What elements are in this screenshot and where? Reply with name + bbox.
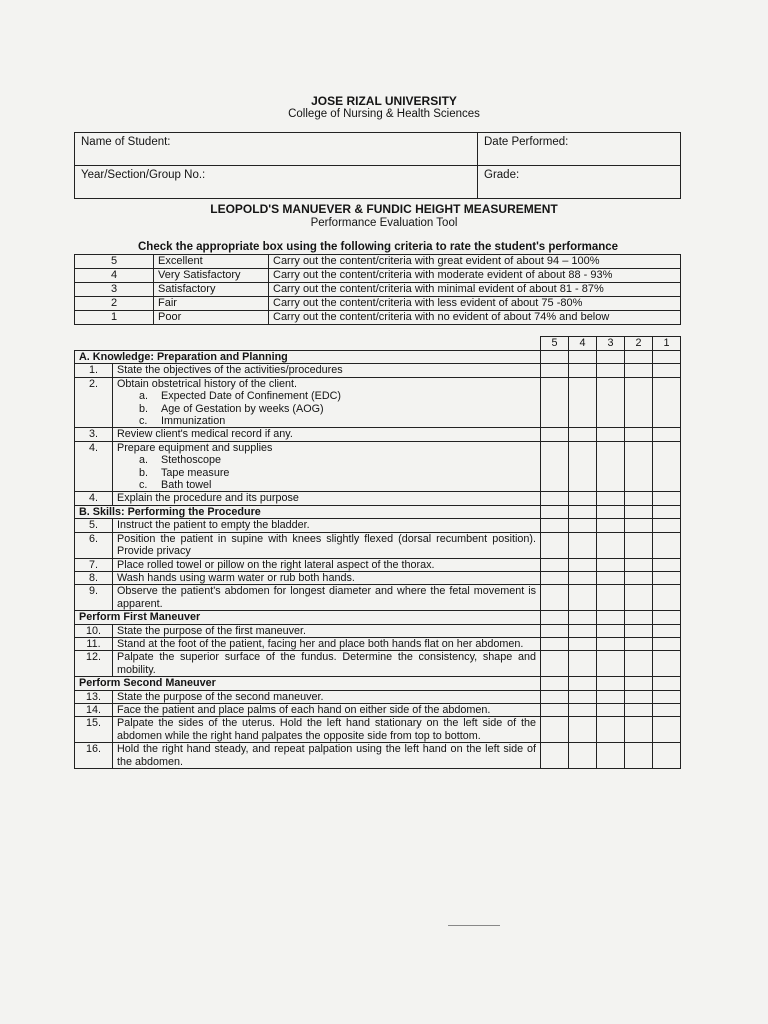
- score-box[interactable]: [625, 611, 653, 624]
- score-box[interactable]: [625, 519, 653, 532]
- score-box[interactable]: [625, 624, 653, 637]
- score-box[interactable]: [541, 743, 569, 769]
- evaluation-table: [74, 336, 681, 769]
- score-box[interactable]: [625, 558, 653, 571]
- score-box[interactable]: [625, 428, 653, 441]
- item-text: Palpate the superior surface of the fundus. Determine the consistency, shape and mobility.: [113, 651, 541, 677]
- sub-item: [117, 415, 536, 427]
- criteria-row: [75, 269, 681, 283]
- score-box[interactable]: [597, 703, 625, 716]
- criteria-row: [75, 283, 681, 297]
- criteria-score: 1: [75, 311, 154, 325]
- score-box[interactable]: [569, 717, 597, 743]
- sub-item: [117, 467, 536, 479]
- score-box[interactable]: [597, 690, 625, 703]
- score-box[interactable]: [653, 637, 681, 650]
- score-box[interactable]: [653, 624, 681, 637]
- item-text: Position the patient in supine with knees slightly flexed (dorsal recumbent position). Provide privacy: [113, 532, 541, 558]
- year-section-group-label: Year/Section/Group No.:: [81, 169, 206, 181]
- score-box[interactable]: [653, 703, 681, 716]
- date-performed-field[interactable]: [478, 133, 681, 166]
- score-box[interactable]: [625, 717, 653, 743]
- sub-item-text: Tape measure: [161, 466, 230, 479]
- form-title: LEOPOLD'S MANUEVER & FUNDIC HEIGHT MEASUREMENT: [210, 202, 558, 216]
- score-box[interactable]: [541, 703, 569, 716]
- score-box[interactable]: [569, 703, 597, 716]
- item-text: State the purpose of the first maneuver.: [113, 624, 541, 637]
- score-box[interactable]: [541, 492, 569, 505]
- criteria-score: 2: [75, 297, 154, 311]
- score-box[interactable]: [625, 690, 653, 703]
- item-text: State the purpose of the second maneuver.: [113, 690, 541, 703]
- score-box[interactable]: [653, 377, 681, 428]
- criteria-row: [75, 297, 681, 311]
- item-text: Place rolled towel or pillow on the right lateral aspect of the thorax.: [113, 558, 541, 571]
- score-box[interactable]: [597, 364, 625, 377]
- score-box[interactable]: [541, 690, 569, 703]
- score-box[interactable]: [569, 585, 597, 611]
- name-of-student-label: Name of Student:: [81, 136, 171, 148]
- score-box[interactable]: [541, 505, 569, 518]
- sub-item: [117, 454, 536, 466]
- score-box[interactable]: [597, 717, 625, 743]
- section-row: [75, 351, 681, 364]
- table-row: [75, 651, 681, 677]
- table-row: [75, 492, 681, 505]
- criteria-table: [74, 254, 681, 325]
- score-box[interactable]: [597, 571, 625, 584]
- item-text: Face the patient and place palms of each hand on either side of the abdomen.: [113, 703, 541, 716]
- sub-item-letter: a.: [139, 454, 149, 467]
- criteria-description: Carry out the content/criteria with no evident of about 74% and below: [269, 311, 681, 325]
- item-text: Review client's medical record if any.: [113, 428, 541, 441]
- score-box[interactable]: [569, 651, 597, 677]
- score-box[interactable]: [597, 428, 625, 441]
- score-box[interactable]: [541, 624, 569, 637]
- score-box[interactable]: [569, 571, 597, 584]
- item-text: Stand at the foot of the patient, facing her and place both hands flat on her abdomen.: [113, 637, 541, 650]
- criteria-description: Carry out the content/criteria with less evident of about 75 -80%: [269, 297, 681, 311]
- score-box[interactable]: [597, 651, 625, 677]
- table-row: [75, 558, 681, 571]
- score-box[interactable]: [653, 351, 681, 364]
- sub-item-text: Age of Gestation by weeks (AOG): [161, 402, 324, 415]
- score-box[interactable]: [569, 492, 597, 505]
- score-box[interactable]: [597, 624, 625, 637]
- score-box[interactable]: [597, 677, 625, 690]
- criteria-level: Very Satisfactory: [154, 269, 269, 283]
- score-box[interactable]: [597, 519, 625, 532]
- item-number: 12.: [75, 651, 113, 677]
- student-info-table: [74, 132, 681, 199]
- score-box[interactable]: [625, 703, 653, 716]
- item-number: 14.: [75, 703, 113, 716]
- score-box[interactable]: [597, 377, 625, 428]
- score-box[interactable]: [597, 585, 625, 611]
- score-box[interactable]: [569, 377, 597, 428]
- score-box[interactable]: [541, 717, 569, 743]
- score-box[interactable]: [569, 677, 597, 690]
- score-box[interactable]: [597, 558, 625, 571]
- score-box[interactable]: [653, 558, 681, 571]
- grade-label: Grade:: [484, 169, 520, 181]
- item-number: 6.: [75, 532, 113, 558]
- date-performed-label: Date Performed:: [484, 136, 569, 148]
- sub-item-letter: c.: [139, 479, 148, 492]
- score-box[interactable]: [597, 441, 625, 492]
- score-box[interactable]: [541, 611, 569, 624]
- page-scan-mark: [448, 925, 500, 926]
- score-box[interactable]: [597, 351, 625, 364]
- item-text: Observe the patient's abdomen for longest diameter and where the fetal movement is apparent.: [113, 585, 541, 611]
- score-box[interactable]: [541, 558, 569, 571]
- score-box[interactable]: [597, 611, 625, 624]
- table-row: [75, 532, 681, 558]
- score-box[interactable]: [653, 677, 681, 690]
- score-box[interactable]: [625, 441, 653, 492]
- score-box[interactable]: [653, 441, 681, 492]
- score-header-4: 4: [569, 337, 597, 351]
- score-box[interactable]: [653, 428, 681, 441]
- score-box[interactable]: [653, 651, 681, 677]
- score-box[interactable]: [653, 571, 681, 584]
- criteria-level: Excellent: [154, 255, 269, 269]
- item-number: 8.: [75, 571, 113, 584]
- score-box[interactable]: [569, 441, 597, 492]
- sub-item: [117, 479, 536, 491]
- table-row: [75, 690, 681, 703]
- sub-item-text: Bath towel: [161, 479, 212, 492]
- table-row: [75, 703, 681, 716]
- section-b-heading: B. Skills: Performing the Procedure: [75, 505, 541, 518]
- item-number: 3.: [75, 428, 113, 441]
- score-box[interactable]: [569, 428, 597, 441]
- college-name: College of Nursing & Health Sciences: [288, 108, 480, 120]
- score-header-1: 1: [653, 337, 681, 351]
- score-box[interactable]: [653, 611, 681, 624]
- score-box[interactable]: [541, 637, 569, 650]
- table-row: [75, 743, 681, 769]
- score-box[interactable]: [569, 690, 597, 703]
- score-box[interactable]: [597, 505, 625, 518]
- table-row: [75, 428, 681, 441]
- criteria-score: 5: [75, 255, 154, 269]
- score-box[interactable]: [541, 377, 569, 428]
- score-box[interactable]: [541, 532, 569, 558]
- score-box[interactable]: [569, 519, 597, 532]
- score-box[interactable]: [569, 364, 597, 377]
- score-box[interactable]: [625, 364, 653, 377]
- item-number: 5.: [75, 519, 113, 532]
- score-box[interactable]: [597, 637, 625, 650]
- table-row: [75, 377, 681, 428]
- criteria-score: 3: [75, 283, 154, 297]
- score-box[interactable]: [541, 351, 569, 364]
- score-box[interactable]: [541, 441, 569, 492]
- score-box[interactable]: [625, 743, 653, 769]
- grade-field[interactable]: [478, 166, 681, 199]
- item-text: State the objectives of the activities/procedures: [113, 364, 541, 377]
- score-box[interactable]: [541, 677, 569, 690]
- sub-item-text: Stethoscope: [161, 454, 222, 467]
- item-number: 1.: [75, 364, 113, 377]
- item-number: 7.: [75, 558, 113, 571]
- item-number: 13.: [75, 690, 113, 703]
- score-box[interactable]: [541, 428, 569, 441]
- item-text: Instruct the patient to empty the bladder.: [113, 519, 541, 532]
- score-box[interactable]: [653, 505, 681, 518]
- score-box[interactable]: [625, 532, 653, 558]
- score-box[interactable]: [597, 743, 625, 769]
- score-box[interactable]: [569, 637, 597, 650]
- item-number: 4.: [75, 492, 113, 505]
- score-box[interactable]: [569, 624, 597, 637]
- score-box[interactable]: [653, 585, 681, 611]
- score-box[interactable]: [541, 519, 569, 532]
- score-box[interactable]: [597, 532, 625, 558]
- section-row: [75, 611, 681, 624]
- item-number: 16.: [75, 743, 113, 769]
- item-text: Obtain obstetrical history of the client.: [117, 377, 298, 390]
- section-row: [75, 505, 681, 518]
- score-header-3: 3: [597, 337, 625, 351]
- table-row: [75, 637, 681, 650]
- table-row: [75, 717, 681, 743]
- sub-item-letter: b.: [139, 402, 149, 415]
- second-maneuver-heading: Perform Second Maneuver: [75, 677, 541, 690]
- score-box[interactable]: [653, 532, 681, 558]
- criteria-level: Fair: [154, 297, 269, 311]
- criteria-row: [75, 255, 681, 269]
- criteria-score: 4: [75, 269, 154, 283]
- sub-item-letter: a.: [139, 390, 149, 403]
- item-number: 11.: [75, 637, 113, 650]
- score-box[interactable]: [653, 690, 681, 703]
- item-number: 15.: [75, 717, 113, 743]
- table-row: [75, 571, 681, 584]
- sub-item-letter: c.: [139, 415, 148, 428]
- criteria-level: Poor: [154, 311, 269, 325]
- sub-item: [117, 390, 536, 402]
- score-header-5: 5: [541, 337, 569, 351]
- first-maneuver-heading: Perform First Maneuver: [75, 611, 541, 624]
- score-box[interactable]: [625, 377, 653, 428]
- criteria-level: Satisfactory: [154, 283, 269, 297]
- score-header-row: [75, 337, 681, 351]
- score-box[interactable]: [653, 492, 681, 505]
- year-section-group-field[interactable]: [75, 166, 478, 199]
- university-name: JOSE RIZAL UNIVERSITY: [311, 94, 457, 108]
- score-box[interactable]: [625, 637, 653, 650]
- score-box[interactable]: [541, 651, 569, 677]
- table-row: [75, 441, 681, 492]
- sub-item-text: Expected Date of Confinement (EDC): [161, 390, 342, 403]
- name-of-student-field[interactable]: [75, 133, 478, 166]
- criteria-row: [75, 311, 681, 325]
- score-box[interactable]: [625, 492, 653, 505]
- sub-item: [117, 403, 536, 415]
- score-box[interactable]: [625, 571, 653, 584]
- score-box[interactable]: [541, 585, 569, 611]
- score-box[interactable]: [625, 351, 653, 364]
- score-header-2: 2: [625, 337, 653, 351]
- rating-instruction: Check the appropriate box using the following criteria to rate the student's performance: [138, 241, 619, 253]
- sub-item-text: Immunization: [161, 415, 226, 428]
- form-subtitle: Performance Evaluation Tool: [310, 217, 458, 229]
- score-box[interactable]: [625, 585, 653, 611]
- section-a-heading: A. Knowledge: Preparation and Planning: [75, 351, 541, 364]
- table-row: [75, 585, 681, 611]
- score-box[interactable]: [569, 558, 597, 571]
- table-row: [75, 624, 681, 637]
- item-number: 10.: [75, 624, 113, 637]
- item-text: Hold the right hand steady, and repeat palpation using the left hand on the left side of the abdomen.: [113, 743, 541, 769]
- score-box[interactable]: [653, 717, 681, 743]
- score-box[interactable]: [569, 505, 597, 518]
- item-number: 4.: [75, 441, 113, 492]
- item-text: Palpate the sides of the uterus. Hold the left hand stationary on the left side of the abdomen while the right hand palpates the opposite side from top to bottom.: [113, 717, 541, 743]
- score-box[interactable]: [625, 651, 653, 677]
- item-number: 2.: [75, 377, 113, 428]
- score-box[interactable]: [653, 519, 681, 532]
- criteria-description: Carry out the content/criteria with great evident of about 94 – 100%: [269, 255, 681, 269]
- score-box[interactable]: [541, 571, 569, 584]
- item-text: Prepare equipment and supplies: [117, 441, 273, 454]
- table-row: [75, 519, 681, 532]
- score-box[interactable]: [569, 351, 597, 364]
- item-number: 9.: [75, 585, 113, 611]
- item-cell: [113, 377, 541, 428]
- sub-item-letter: b.: [139, 466, 149, 479]
- score-box[interactable]: [569, 611, 597, 624]
- item-text: Explain the procedure and its purpose: [113, 492, 541, 505]
- score-box[interactable]: [625, 677, 653, 690]
- criteria-description: Carry out the content/criteria with moderate evident of about 88 - 93%: [269, 269, 681, 283]
- section-row: [75, 677, 681, 690]
- table-row: [75, 364, 681, 377]
- score-box[interactable]: [625, 505, 653, 518]
- score-box[interactable]: [597, 492, 625, 505]
- score-box[interactable]: [541, 364, 569, 377]
- score-box[interactable]: [653, 364, 681, 377]
- score-box[interactable]: [569, 532, 597, 558]
- criteria-description: Carry out the content/criteria with minimal evident of about 81 - 87%: [269, 283, 681, 297]
- score-box[interactable]: [569, 743, 597, 769]
- score-box[interactable]: [653, 743, 681, 769]
- item-text: Wash hands using warm water or rub both hands.: [113, 571, 541, 584]
- item-cell: [113, 441, 541, 492]
